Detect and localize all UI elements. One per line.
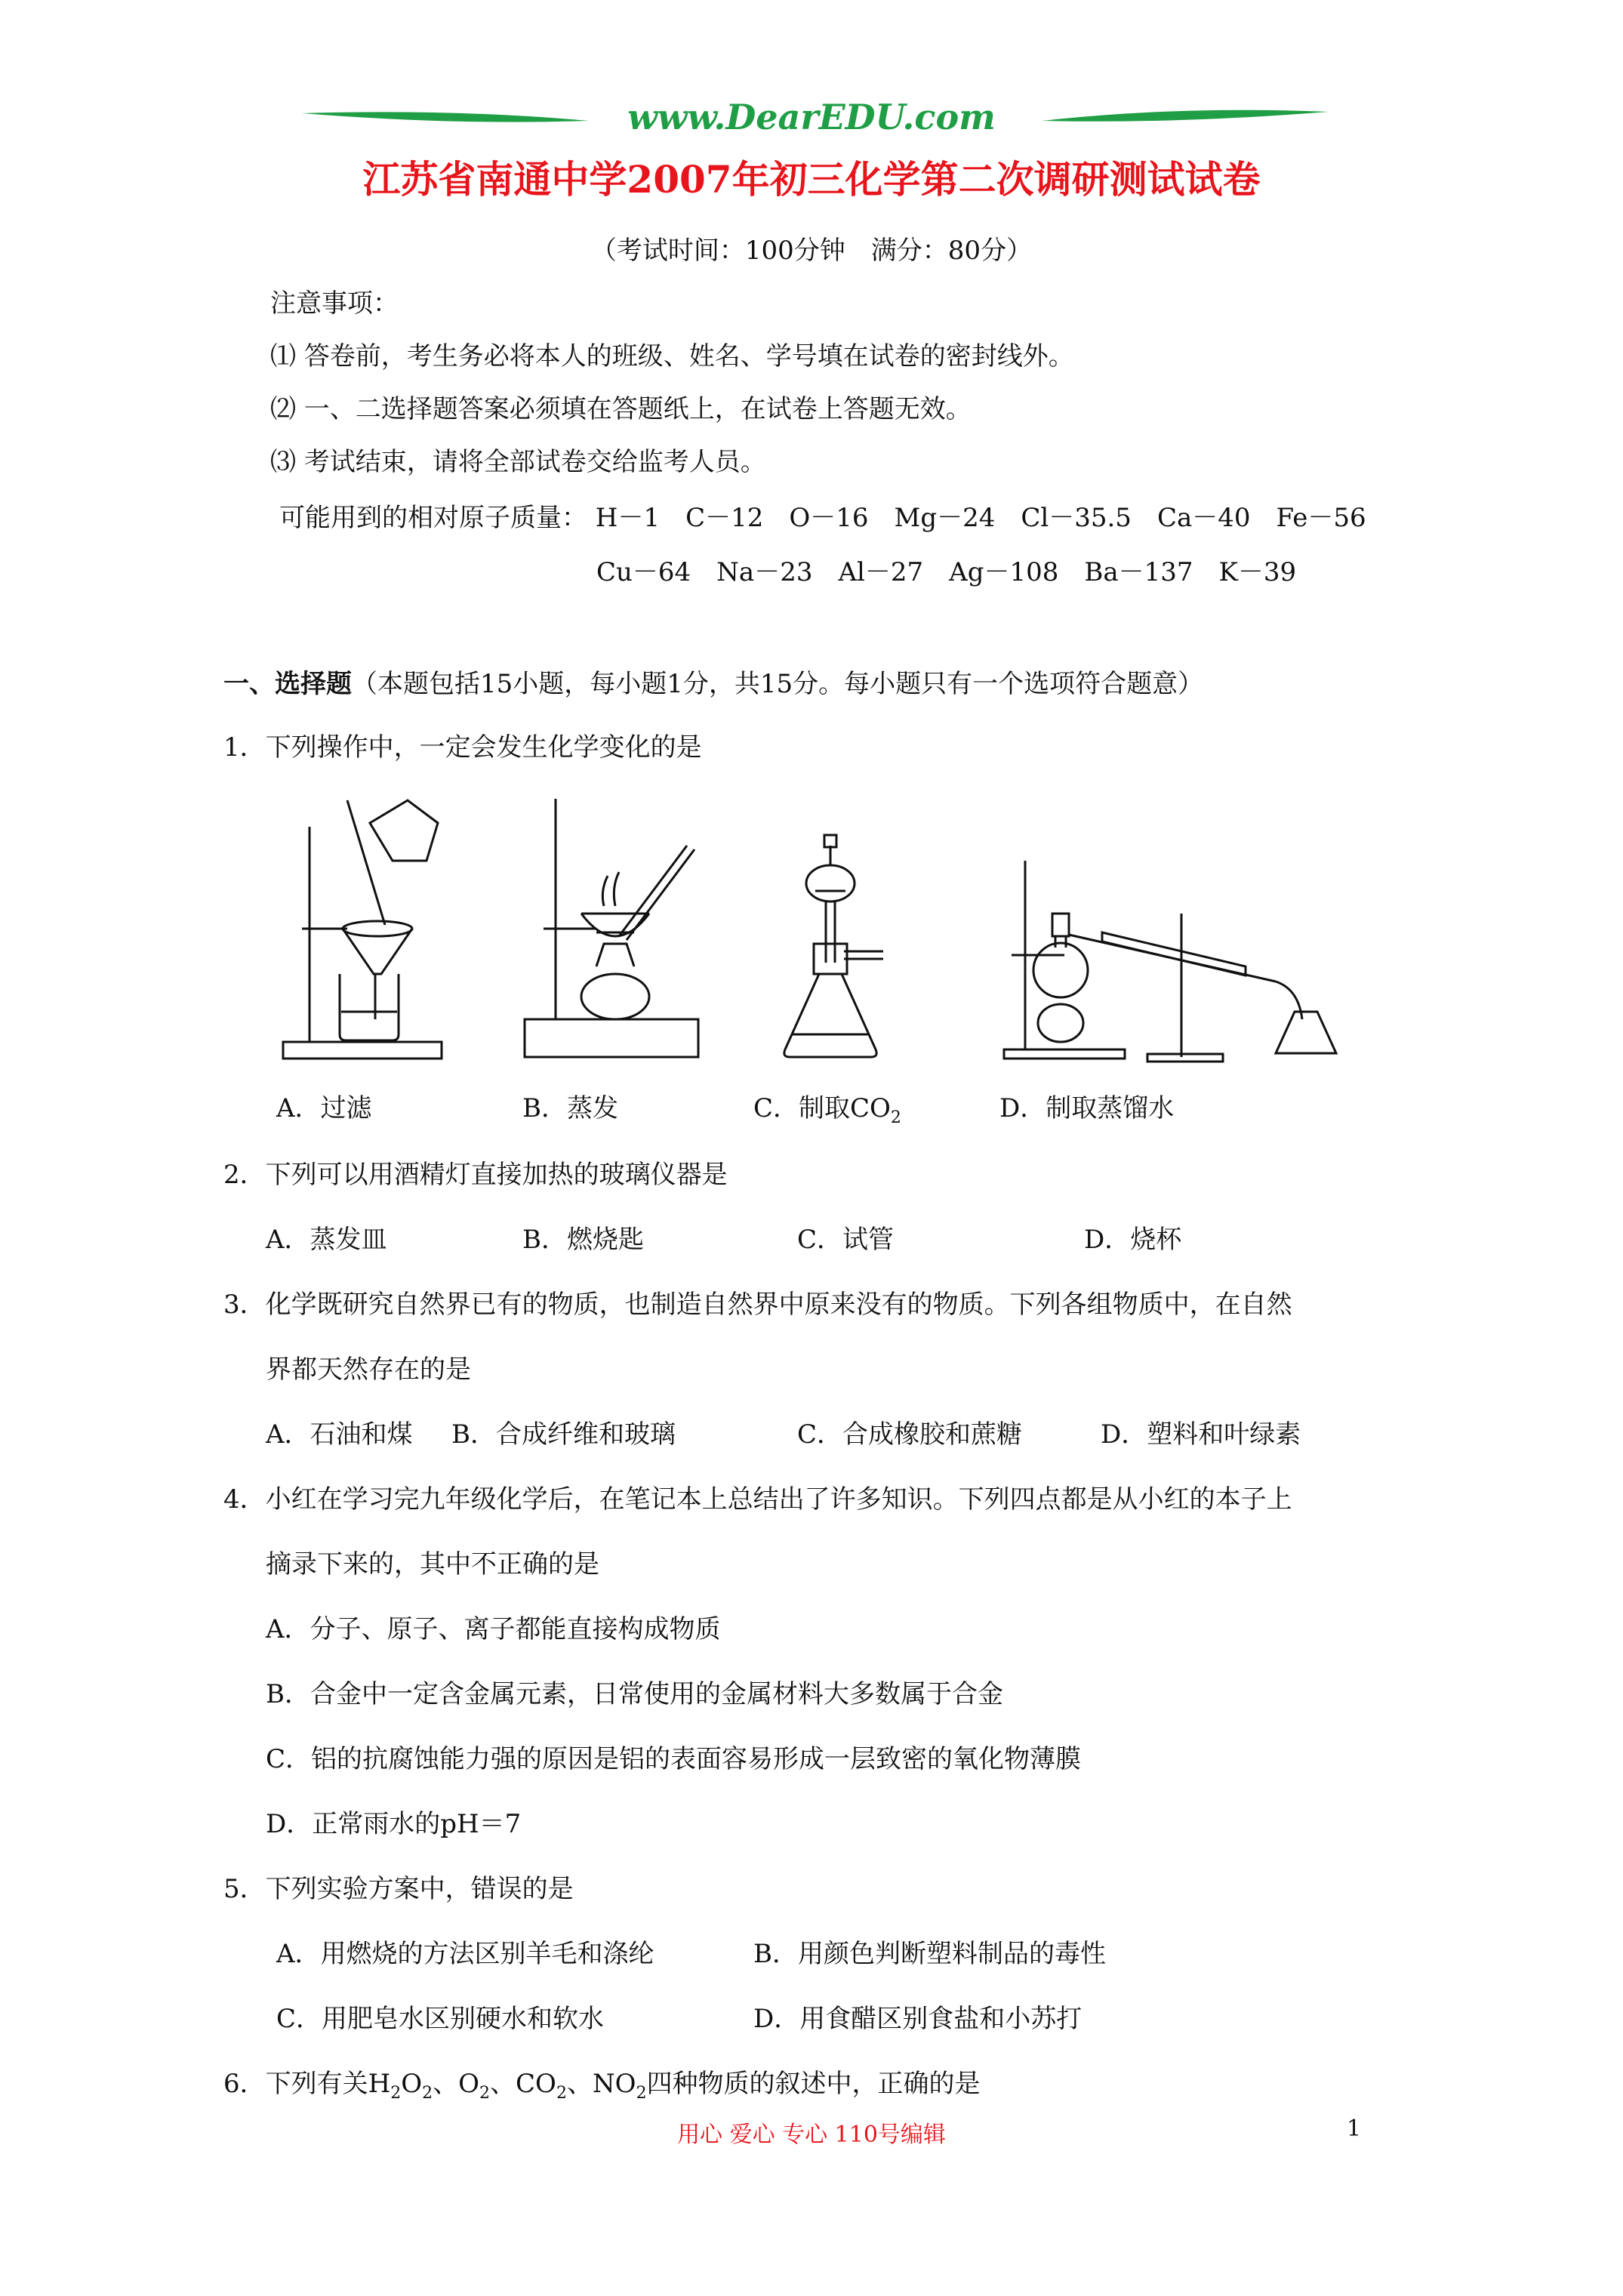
atomic-mass-line-1: 可能用到的相对原子质量： H－1 C－12 O－16 Mg－24 Cl－35.5 Ca－40 Fe－56	[279, 503, 1366, 533]
q3-option-d: D．塑料和叶绿素	[1101, 1419, 1301, 1450]
notes-item-3: ⑶ 考试结束，请将全部试卷交给监考人员。	[270, 447, 766, 477]
q4-stem-line-1: 4．小红在学习完九年级化学后，在笔记本上总结出了许多知识。下列四点都是从小红的本子上	[223, 1484, 1292, 1515]
q1-option-c-sub: 2	[890, 1108, 901, 1127]
q1-stem: 1．下列操作中，一定会发生化学变化的是	[223, 732, 702, 763]
filter-apparatus-figure	[279, 793, 445, 1065]
q5-stem: 5．下列实验方案中，错误的是	[223, 1874, 574, 1904]
q3-stem-line-2: 界都天然存在的是	[266, 1354, 471, 1385]
q6-stem	[223, 2067, 981, 2110]
q6-text-2: O	[401, 2069, 423, 2099]
q5-option-b: B．用颜色判断塑料制品的毒性	[753, 1939, 1106, 1969]
q2-option-a: A．蒸发皿	[266, 1225, 387, 1255]
q6-text-6: 四种物质的叙述中，正确的是	[646, 2069, 981, 2099]
q5-option-a: A．用燃烧的方法区别羊毛和涤纶	[276, 1939, 654, 1969]
q5-option-d: D．用食醋区别食盐和小苏打	[753, 2004, 1083, 2034]
atomic-mass-line-2: Cu－64 Na－23 Al－27 Ag－108 Ba－137 K－39	[596, 557, 1297, 587]
q6-sub-4: 2	[556, 2083, 567, 2103]
q4-option-c: C．铝的抗腐蚀能力强的原因是铝的表面容易形成一层致密的氧化物薄膜	[266, 1744, 1082, 1774]
q2-option-c: C．试管	[797, 1225, 895, 1255]
q2-stem: 2．下列可以用酒精灯直接加热的玻璃仪器是	[223, 1160, 728, 1190]
site-banner: www.DearEDU.com	[627, 97, 996, 137]
q6-text-5: 、NO	[566, 2069, 636, 2099]
q6-text-3: 、O	[433, 2069, 480, 2099]
q6-sub-5: 2	[636, 2083, 647, 2103]
section-label: 一、选择题	[223, 669, 352, 699]
q4-option-a: A．分子、原子、离子都能直接构成物质	[266, 1614, 721, 1644]
q2-option-d: D．烧杯	[1084, 1225, 1182, 1255]
q6-sub-1: 2	[390, 2083, 402, 2103]
q6-sub-2: 2	[422, 2083, 433, 2103]
q2-option-b: B．燃烧匙	[522, 1225, 644, 1255]
footer-text: 用心 爱心 专心 110号编辑	[677, 2122, 946, 2148]
q4-option-d: D．正常雨水的pH＝7	[266, 1809, 522, 1839]
q1-option-a: A．过滤	[276, 1093, 372, 1123]
q4-option-b: B．合金中一定含金属元素，日常使用的金属材料大多数属于合金	[266, 1679, 1003, 1709]
q3-option-a: A．石油和煤	[266, 1419, 413, 1450]
evaporation-apparatus-figure	[521, 793, 717, 1065]
q5-option-c: C．用肥皂水区别硬水和软水	[276, 2004, 605, 2034]
section-heading	[223, 667, 1203, 701]
q4-stem-line-2: 摘录下来的，其中不正确的是	[266, 1549, 599, 1579]
notes-item-1: ⑴ 答卷前，考生务必将本人的班级、姓名、学号填在试卷的密封线外。	[270, 341, 1074, 371]
q3-stem-line-1: 3．化学既研究自然界已有的物质，也制造自然界中原来没有的物质。下列各组物质中，在自然	[223, 1290, 1292, 1320]
notes-heading: 注意事项：	[270, 288, 399, 319]
q6-text-1: 6．下列有关H	[223, 2069, 391, 2099]
q1-option-d: D．制取蒸馏水	[999, 1093, 1175, 1123]
q6-text-4: 、CO	[490, 2069, 556, 2099]
page-number: 1	[1347, 2116, 1362, 2142]
section-desc: （本题包括15小题，每小题1分，共15分。每小题只有一个选项符合题意）	[352, 669, 1204, 699]
notes-item-2: ⑵ 一、二选择题答案必须填在答题纸上，在试卷上答题无效。	[270, 394, 972, 424]
q1-option-b: B．蒸发	[522, 1093, 618, 1123]
q1-option-c	[753, 1092, 901, 1135]
co2-generator-figure	[778, 831, 898, 1065]
q3-option-b: B．合成纤维和玻璃	[451, 1419, 676, 1450]
exam-subtitle: （考试时间：100分钟 满分：80分）	[590, 236, 1033, 266]
q3-option-c: C．合成橡胶和蔗糖	[797, 1419, 1023, 1450]
q6-sub-3: 2	[479, 2083, 491, 2103]
exam-title: 江苏省南通中学2007年初三化学第二次调研测试试卷	[362, 157, 1261, 202]
distillation-apparatus-figure	[996, 800, 1344, 1065]
q1-option-c-text: C．制取CO	[753, 1093, 891, 1123]
